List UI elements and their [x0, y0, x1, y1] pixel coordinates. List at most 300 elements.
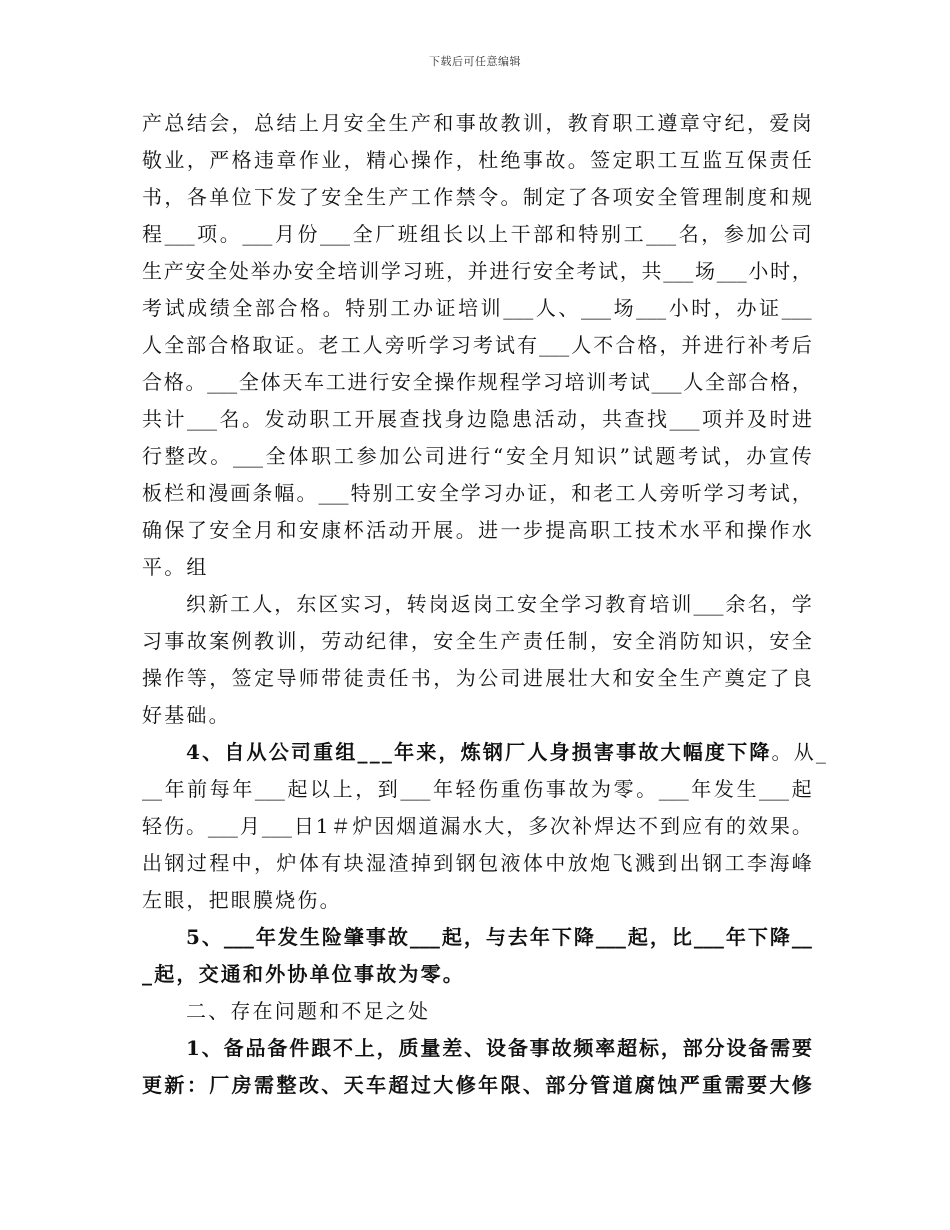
text-char: 进: [489, 259, 510, 283]
text-char: 学: [703, 481, 724, 505]
text-line: [142, 697, 812, 734]
text-char: ，: [649, 925, 670, 949]
text-char: 月: [321, 111, 342, 135]
text-char: 全: [315, 259, 336, 283]
text-char: 补: [572, 814, 593, 838]
text-char: 旁: [384, 333, 405, 357]
text-char: 改: [298, 1073, 319, 1097]
text-char: 工: [612, 518, 633, 542]
text-char: 安: [433, 629, 454, 653]
text-char: ___: [646, 222, 677, 246]
text-char: 长: [442, 222, 463, 246]
text-char: 动: [287, 407, 307, 431]
text-char: 。: [791, 814, 812, 838]
text-segment: 4、自从公司重组___年来，炼钢厂人身损害事故大幅度下降: [186, 740, 772, 764]
text-char: 生: [736, 777, 757, 801]
text-char: 画: [230, 481, 251, 505]
text-char: 展: [433, 518, 454, 542]
text-segment: _起，交通和外协单位事故为零。: [142, 962, 465, 986]
text-char: 故: [551, 1036, 572, 1060]
text-char: 人: [535, 296, 556, 320]
text-char: 月: [551, 444, 572, 468]
text-char: 知: [574, 444, 595, 468]
text-char: 育: [627, 592, 648, 616]
text-char: ，: [463, 925, 484, 949]
text-char: 件: [289, 1036, 310, 1060]
text-char: 新: [208, 592, 229, 616]
text-char: 年: [691, 777, 712, 801]
text-char: 和: [724, 518, 745, 542]
text-char: 敬: [142, 148, 162, 172]
text-char: 考: [747, 481, 768, 505]
text-char: 小: [748, 259, 769, 283]
text-char: 起: [791, 777, 812, 801]
text-char: 、: [464, 1036, 485, 1060]
text-char: 备: [223, 1036, 244, 1060]
text-char: 行: [511, 259, 532, 283]
text-char: 品: [245, 1036, 266, 1060]
text-char: 行: [725, 333, 746, 357]
text-char: 纪: [724, 111, 745, 135]
text-char: 办: [505, 481, 525, 505]
text-char: 安: [634, 666, 655, 690]
text-char: 备: [507, 1036, 528, 1060]
text-char: 进: [447, 444, 468, 468]
text-char: 了: [298, 185, 319, 209]
text-char: 有: [321, 851, 342, 875]
text-char: 班: [424, 259, 445, 283]
text-char: 遵: [657, 111, 678, 135]
text-char: 跟: [311, 1036, 332, 1060]
text-char: ，: [298, 629, 319, 653]
text-char: 钢: [455, 851, 476, 875]
text-char: 业: [164, 148, 185, 172]
text-char: 总: [254, 111, 275, 135]
text-line: [142, 993, 812, 1030]
text-char: 书: [142, 185, 162, 209]
text-char: 互: [724, 148, 745, 172]
text-line: [142, 845, 812, 882]
text-char: 例: [231, 629, 252, 653]
text-char: 轻: [142, 814, 162, 838]
text-char: 习: [142, 629, 162, 653]
text-char: 要: [791, 1036, 812, 1060]
text-char: 水: [791, 518, 812, 542]
text-char: 操: [434, 370, 455, 394]
text-char: 规: [791, 185, 812, 209]
text-char: 故: [387, 925, 408, 949]
text-char: 考: [769, 333, 790, 357]
text-char: 书: [410, 666, 431, 690]
text-char: 制: [522, 185, 543, 209]
text-line: [142, 179, 812, 216]
text-char: 名: [678, 222, 699, 246]
text-char: 全: [164, 333, 185, 357]
text-char: 中: [545, 851, 566, 875]
text-char: 整: [164, 444, 185, 468]
text-char: 需: [724, 1073, 745, 1097]
text-char: 不: [593, 333, 614, 357]
text-line: [142, 253, 812, 290]
text-char: 人: [637, 481, 658, 505]
text-char: 、: [558, 296, 579, 320]
text-char: ，: [746, 629, 767, 653]
text-char: 度: [746, 185, 767, 209]
text-char: 禁: [455, 185, 476, 209]
text-char: 了: [769, 666, 790, 690]
text-char: 办: [746, 444, 767, 468]
text-char: 包: [478, 851, 499, 875]
text-char: 训: [671, 592, 692, 616]
text-char: 到: [433, 851, 454, 875]
text-char: 起: [441, 925, 462, 949]
text-char: 训: [359, 259, 380, 283]
text-char: 别: [372, 481, 393, 505]
text-char: 各: [590, 185, 611, 209]
text-char: 上: [332, 777, 353, 801]
text-char: 合: [748, 370, 769, 394]
text-char: 全: [539, 592, 559, 616]
text-char: 产: [388, 185, 409, 209]
text-char: ，: [659, 333, 680, 357]
text-char: 并: [724, 407, 745, 431]
text-line: [142, 734, 829, 771]
text-char: ，: [384, 592, 405, 616]
text-char: 康: [321, 518, 342, 542]
text-char: 伤: [163, 814, 184, 838]
text-char: 工: [390, 296, 411, 320]
text-line: [142, 142, 812, 179]
text-char: 加: [379, 444, 400, 468]
text-char: 产: [702, 666, 723, 690]
text-char: ，: [723, 444, 744, 468]
text-char: 工: [494, 592, 515, 616]
text-char: 房: [231, 1073, 252, 1097]
text-char: 知: [702, 629, 723, 653]
text-char: 爱: [769, 111, 790, 135]
text-char: 培: [564, 370, 585, 394]
text-char: 设: [726, 1036, 747, 1060]
text-line: [142, 401, 812, 438]
text-char: 识: [724, 629, 745, 653]
text-char: 。: [219, 222, 240, 246]
text-char: 公: [769, 222, 790, 246]
text-segment: 好基础。: [142, 703, 231, 727]
text-char: 成: [187, 296, 208, 320]
text-char: 起: [287, 777, 308, 801]
text-char: 业: [321, 148, 342, 172]
text-char: 条: [252, 481, 273, 505]
text-char: ___: [651, 370, 682, 394]
text-char: 隐: [489, 407, 510, 431]
text-char: 厂: [375, 222, 396, 246]
text-char: 车: [366, 1073, 387, 1097]
text-char: 水: [462, 814, 483, 838]
text-char: 。: [322, 296, 343, 320]
text-char: ，: [455, 148, 476, 172]
text-char: 证: [274, 333, 295, 357]
text-char: 全: [657, 185, 678, 209]
text-char: 部: [533, 222, 554, 246]
text-char: 故: [478, 111, 499, 135]
text-char: 共: [142, 407, 162, 431]
text-char: 计: [164, 407, 185, 431]
text-char: 共: [641, 259, 662, 283]
text-line: [142, 290, 812, 327]
text-char: 展: [377, 407, 397, 431]
text-char: 备: [267, 1036, 288, 1060]
text-char: 监: [702, 148, 723, 172]
text-char: 安: [505, 444, 526, 468]
text-char: 轻: [455, 777, 476, 801]
text-char: ___: [636, 296, 667, 320]
text-char: 章: [276, 148, 297, 172]
text-char: 进: [478, 518, 499, 542]
text-char: 考: [576, 259, 597, 283]
text-char: 名: [219, 407, 240, 431]
text-char: 、: [522, 1073, 543, 1097]
text-char: 道: [418, 814, 439, 838]
text-char: 率: [595, 1036, 616, 1060]
text-char: 过: [186, 851, 207, 875]
text-char: 溅: [634, 851, 655, 875]
text-char: 发: [276, 185, 297, 209]
text-char: ：: [186, 1073, 207, 1097]
text-char: 进: [703, 333, 724, 357]
text-char: ，: [355, 777, 376, 801]
text-char: ，: [274, 592, 295, 616]
text-char: 动: [557, 407, 577, 431]
text-char: 作: [433, 185, 454, 209]
text-char: 时: [770, 259, 791, 283]
text-char: 补: [747, 333, 768, 357]
text-char: 厂: [209, 1073, 230, 1097]
text-char: 项: [197, 222, 218, 246]
text-char: 作: [433, 148, 454, 172]
text-char: 工: [657, 148, 678, 172]
text-char: 令: [478, 185, 499, 209]
text-char: 以: [310, 777, 331, 801]
text-line: [142, 438, 812, 475]
text-char: 试: [598, 259, 619, 283]
text-char: ，: [590, 629, 611, 653]
text-char: 起: [627, 925, 648, 949]
text-char: 全: [352, 222, 373, 246]
text-char: 试: [632, 444, 653, 468]
text-char: 结: [186, 111, 207, 135]
text-char: 格: [230, 333, 251, 357]
text-char: 证: [527, 481, 548, 505]
text-char: ___: [716, 259, 747, 283]
text-char: 职: [612, 111, 633, 135]
text-char: 部: [545, 1073, 566, 1097]
text-char: 安: [612, 629, 633, 653]
text-char: 全: [554, 259, 575, 283]
text-char: 规: [477, 370, 498, 394]
text-char: 教: [605, 592, 626, 616]
text-char: ，: [619, 259, 640, 283]
text-char: 互: [679, 148, 700, 172]
text-char: 全: [455, 629, 476, 653]
text-char: 产: [500, 629, 521, 653]
text-char: 超: [617, 1036, 638, 1060]
text-char: 行: [470, 444, 491, 468]
text-char: ，: [746, 111, 767, 135]
text-char: 奠: [724, 666, 745, 690]
text-char: 年: [255, 925, 276, 949]
text-char: 精: [366, 148, 387, 172]
text-char: 责: [769, 148, 790, 172]
text-char: 训: [480, 296, 501, 320]
text-char: 加: [746, 222, 767, 246]
text-char: 伤: [523, 777, 544, 801]
text-char: 习: [725, 481, 746, 505]
text-char: 定: [746, 666, 767, 690]
text-segment: 左眼，把眼膜烧伤。: [142, 888, 342, 912]
text-char: 不: [638, 814, 659, 838]
text-char: 组: [420, 222, 441, 246]
text-char: 大: [433, 1073, 454, 1097]
text-char: 车: [304, 370, 325, 394]
text-char: 质: [398, 1036, 419, 1060]
text-char: “: [493, 444, 504, 468]
text-char: ，: [343, 148, 364, 172]
text-char: 湿: [366, 851, 387, 875]
text-char: ___: [232, 444, 263, 468]
text-char: 到: [377, 777, 398, 801]
text-char: 保: [746, 148, 767, 172]
text-char: 重: [500, 777, 521, 801]
text-char: 险: [321, 925, 342, 949]
text-char: 返: [450, 592, 471, 616]
text-char: 天: [343, 1073, 364, 1097]
text-char: 放: [567, 851, 588, 875]
text-char: 训: [276, 629, 297, 653]
text-char: 和: [612, 666, 633, 690]
text-char: 宣: [769, 444, 790, 468]
text-char: 试: [164, 296, 185, 320]
text-char: 司: [424, 444, 445, 468]
text-char: 举: [250, 259, 271, 283]
text-char: 。: [185, 370, 206, 394]
text-char: 工: [724, 851, 745, 875]
text-char: 绩: [209, 296, 230, 320]
text-char: 工: [230, 592, 251, 616]
text-char: 参: [723, 222, 744, 246]
text-char: 部: [186, 333, 207, 357]
text-char: 事: [529, 1036, 550, 1060]
text-char: 生: [679, 666, 700, 690]
text-char: 过: [410, 1073, 431, 1097]
text-char: 制: [724, 185, 745, 209]
text-char: 修: [791, 1073, 812, 1097]
text-char: ，: [713, 296, 734, 320]
text-char: 分: [567, 1073, 588, 1097]
text-char: 有: [703, 814, 724, 838]
text-char: 全: [343, 185, 364, 209]
text-char: 动: [343, 629, 364, 653]
text-char: 总: [164, 111, 185, 135]
text-char: 别: [600, 222, 621, 246]
text-char: 余: [725, 592, 746, 616]
text-char: 格: [231, 148, 252, 172]
text-char: ___: [503, 296, 534, 320]
text-char: 学: [380, 259, 401, 283]
text-char: 管: [679, 185, 700, 209]
text-char: 人: [683, 370, 704, 394]
text-char: 生: [299, 925, 320, 949]
text-char: 项: [702, 407, 722, 431]
text-char: 1: [315, 814, 329, 838]
text-char: 全: [207, 259, 228, 283]
text-char: 安: [321, 185, 342, 209]
text-char: 司: [500, 666, 521, 690]
text-char: 工: [394, 481, 415, 505]
text-char: 任: [388, 666, 409, 690]
text-char: 各: [186, 185, 207, 209]
text-char: 伤: [478, 777, 499, 801]
text-char: ，: [660, 1036, 681, 1060]
text-char: 安: [185, 259, 206, 283]
text-char: 步: [522, 518, 543, 542]
text-char: 合: [142, 370, 162, 394]
text-char: 栏: [164, 481, 185, 505]
text-char: 东: [296, 592, 317, 616]
text-char: 水: [679, 518, 700, 542]
text-char: ，: [769, 592, 790, 616]
text-char: 教: [500, 111, 521, 135]
text-char: 习: [583, 592, 604, 616]
text-char: 证: [759, 296, 780, 320]
text-char: 安: [390, 370, 411, 394]
text-char: ___: [320, 222, 351, 246]
text-line: [142, 1067, 812, 1104]
text-char: 为: [455, 666, 476, 690]
text-char: ___: [187, 407, 217, 431]
text-char: 培: [649, 592, 670, 616]
text-char: 特: [578, 222, 599, 246]
text-line: [142, 882, 812, 919]
text-char: 次: [550, 814, 571, 838]
text-char: 发: [264, 407, 285, 431]
text-char: 操: [746, 518, 767, 542]
text-char: 新: [164, 1073, 185, 1097]
text-char: 确: [142, 518, 162, 542]
text-char: 操: [410, 148, 431, 172]
text-char: 教: [254, 629, 275, 653]
text-char: 患: [512, 407, 532, 431]
text-char: 钢: [702, 851, 723, 875]
text-char: 班: [397, 222, 418, 246]
text-char: 场: [613, 296, 634, 320]
text-char: 日: [293, 814, 314, 838]
text-char: 单: [209, 185, 230, 209]
text-char: 实: [340, 592, 361, 616]
text-char: 程: [499, 370, 520, 394]
text-char: 训: [522, 111, 543, 135]
text-char: 训: [586, 370, 607, 394]
text-char: 作: [769, 518, 790, 542]
text-char: 限: [500, 1073, 521, 1097]
text-char: ___: [409, 925, 440, 949]
text-char: 部: [682, 1036, 703, 1060]
text-char: 全: [412, 370, 433, 394]
text-char: ，: [164, 185, 185, 209]
text-char: 板: [142, 481, 162, 505]
text-char: 事: [365, 925, 386, 949]
text-char: 的: [725, 814, 746, 838]
text-char: 技: [634, 518, 655, 542]
